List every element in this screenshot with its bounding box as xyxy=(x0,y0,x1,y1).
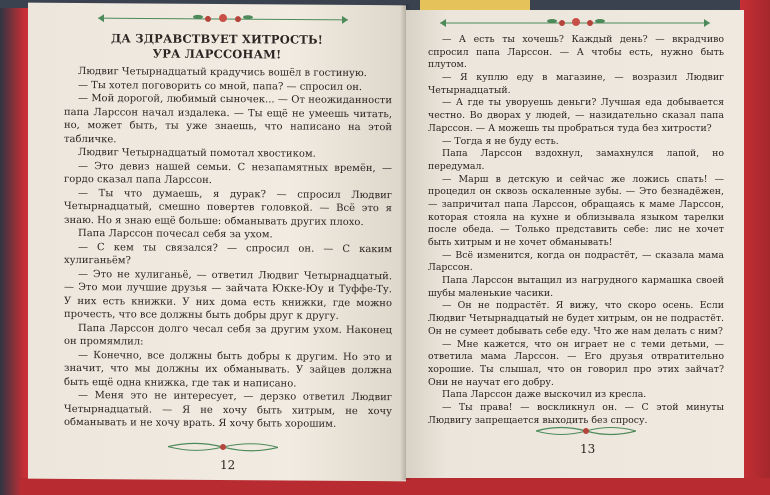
paragraph: — Он не подрастёт. Я вижу, что скоро осень. Если Людвиг Четырнадцатый не будет хитрым, он не подрастёт. Он не сумеет добывать себе еду. Что же нам делать с ним? xyxy=(428,300,724,337)
paragraph: — Ты хотел поговорить со мной, папа? — спросил он. xyxy=(78,79,363,93)
paragraph: — Мне кажется, что он играет не с теми детьми, — ответила мама Ларссон. — Его друзья отвратительно хорошие. Ты слышал, что он говорил про этих зайчат? Они не научат его добру. xyxy=(428,338,724,388)
ornament-bottom-left-icon xyxy=(168,440,278,455)
paragraph: Папа Ларссон даже выскочил из кресла. xyxy=(442,389,647,401)
paragraph: — Меня это не интересует, — дерзко ответил Людвиг Четырнадцатый. — Я не хочу быть хитрым, не хочу обманывать и не хочу врать. Я хочу быть хорошим. xyxy=(64,390,392,431)
paragraph: Людвиг Четырнадцатый помотал хвостиком. xyxy=(78,147,316,160)
right-page-text xyxy=(428,34,724,427)
paragraph: — Это не хулиганьё, — ответил Людвиг Четырнадцатый. — Это мои лучшие друзья — зайчата Юкке-Юу и Туффе-Ту. У них есть книжки. У них дома есть книжки, где можно прочесть, что все должны быть добры друг к другу. xyxy=(64,268,392,323)
left-page xyxy=(28,3,406,482)
chapter-title-line1: ДА ЗДРАВСТВУЕТ ХИТРОСТЬ! xyxy=(111,31,323,47)
right-page xyxy=(406,10,744,478)
ornament-bottom-right-icon xyxy=(536,424,636,438)
paragraph: Папа Ларссон почесал себя за ухом. xyxy=(78,228,273,241)
page-number-left: 12 xyxy=(220,458,236,473)
paragraph: — А где ты уворуешь деньги? Лучшая еда добывается честно. Во дворах у людей, — назидательно сказал папа Ларссон. — А можешь ты пробраться туда без хитрости? xyxy=(428,97,724,134)
paragraph: Папа Ларссон вздохнул, замахнулся лапой, но передумал. xyxy=(428,148,724,172)
paragraph: — А есть ты хочешь? Каждый день? — вкрадчиво спросил папа Ларссон. — А чтобы есть, нужно быть плутом. xyxy=(428,34,724,71)
paragraph: — Ты права! — воскликнул он. — С этой минуты Людвигу запрещается выходить без спросу. xyxy=(428,401,724,426)
paragraph: Папа Ларссон вытащил из нагрудного кармашка своей шубы маленькие часики. xyxy=(428,275,724,299)
ornament-top-right-icon xyxy=(440,16,710,30)
paragraph: — Это девиз нашей семьи. С незапамятных времён, — гордо сказал папа Ларссон. xyxy=(64,160,392,187)
book-cover-right-edge xyxy=(740,0,770,480)
paragraph: — Я куплю еду в магазине, — возразил Людвиг Четырнадцатый. xyxy=(428,72,724,96)
paragraph: — Всё изменится, когда он подрастёт, — сказала мама Ларссон. xyxy=(428,249,724,274)
paragraph: — Ты что думаешь, я дурак? — спросил Людвиг Четырнадцатый, смешно повертев головкой. — Всё это я знаю. Но я знаю ещё больше: обманывать других плохо. xyxy=(64,187,392,228)
paragraph: — Конечно, все должны быть добры к другим. Но это и значит, что мы должны их обманывать. У зайцев должна быть ещё одна книжка, где так и написано. xyxy=(64,349,392,390)
left-page-text xyxy=(64,65,392,432)
paragraph: — Марш в детскую и сейчас же ложись спать! — процедил он сквозь оскаленные зубы. — Это безнадёжен, — запричитал папа Ларссон, обращаясь к маме Ларссон, которая стояла на кухне и облизывала языком тарелки после обеда. — Только представить себе: лис не хочет быть хитрым и не хочет обманывать! xyxy=(428,173,724,248)
paragraph: — Мой дорогой, любимый сыночек... — От неожиданности папа Ларссон начал издалека. — Ты ещё не умеешь читать, но, может быть, ты уже знаешь, что написано на этой табличке. xyxy=(64,93,392,145)
paragraph: Людвиг Четырнадцатый крадучись вошёл в гостиную. xyxy=(78,66,367,80)
chapter-title xyxy=(28,31,406,64)
chapter-title-line2: УРА ЛАРССОНАМ! xyxy=(152,46,282,62)
paragraph: Папа Ларссон долго чесал себя за другим ухом. Наконец он промямлил: xyxy=(64,322,392,348)
ornament-top-left-icon xyxy=(98,11,348,27)
paragraph: — С кем ты связался? — спросил он. — С каким хулиганьём? xyxy=(64,241,392,267)
paragraph: — Тогда я не буду есть. xyxy=(442,135,559,147)
page-number-right: 13 xyxy=(580,442,596,456)
